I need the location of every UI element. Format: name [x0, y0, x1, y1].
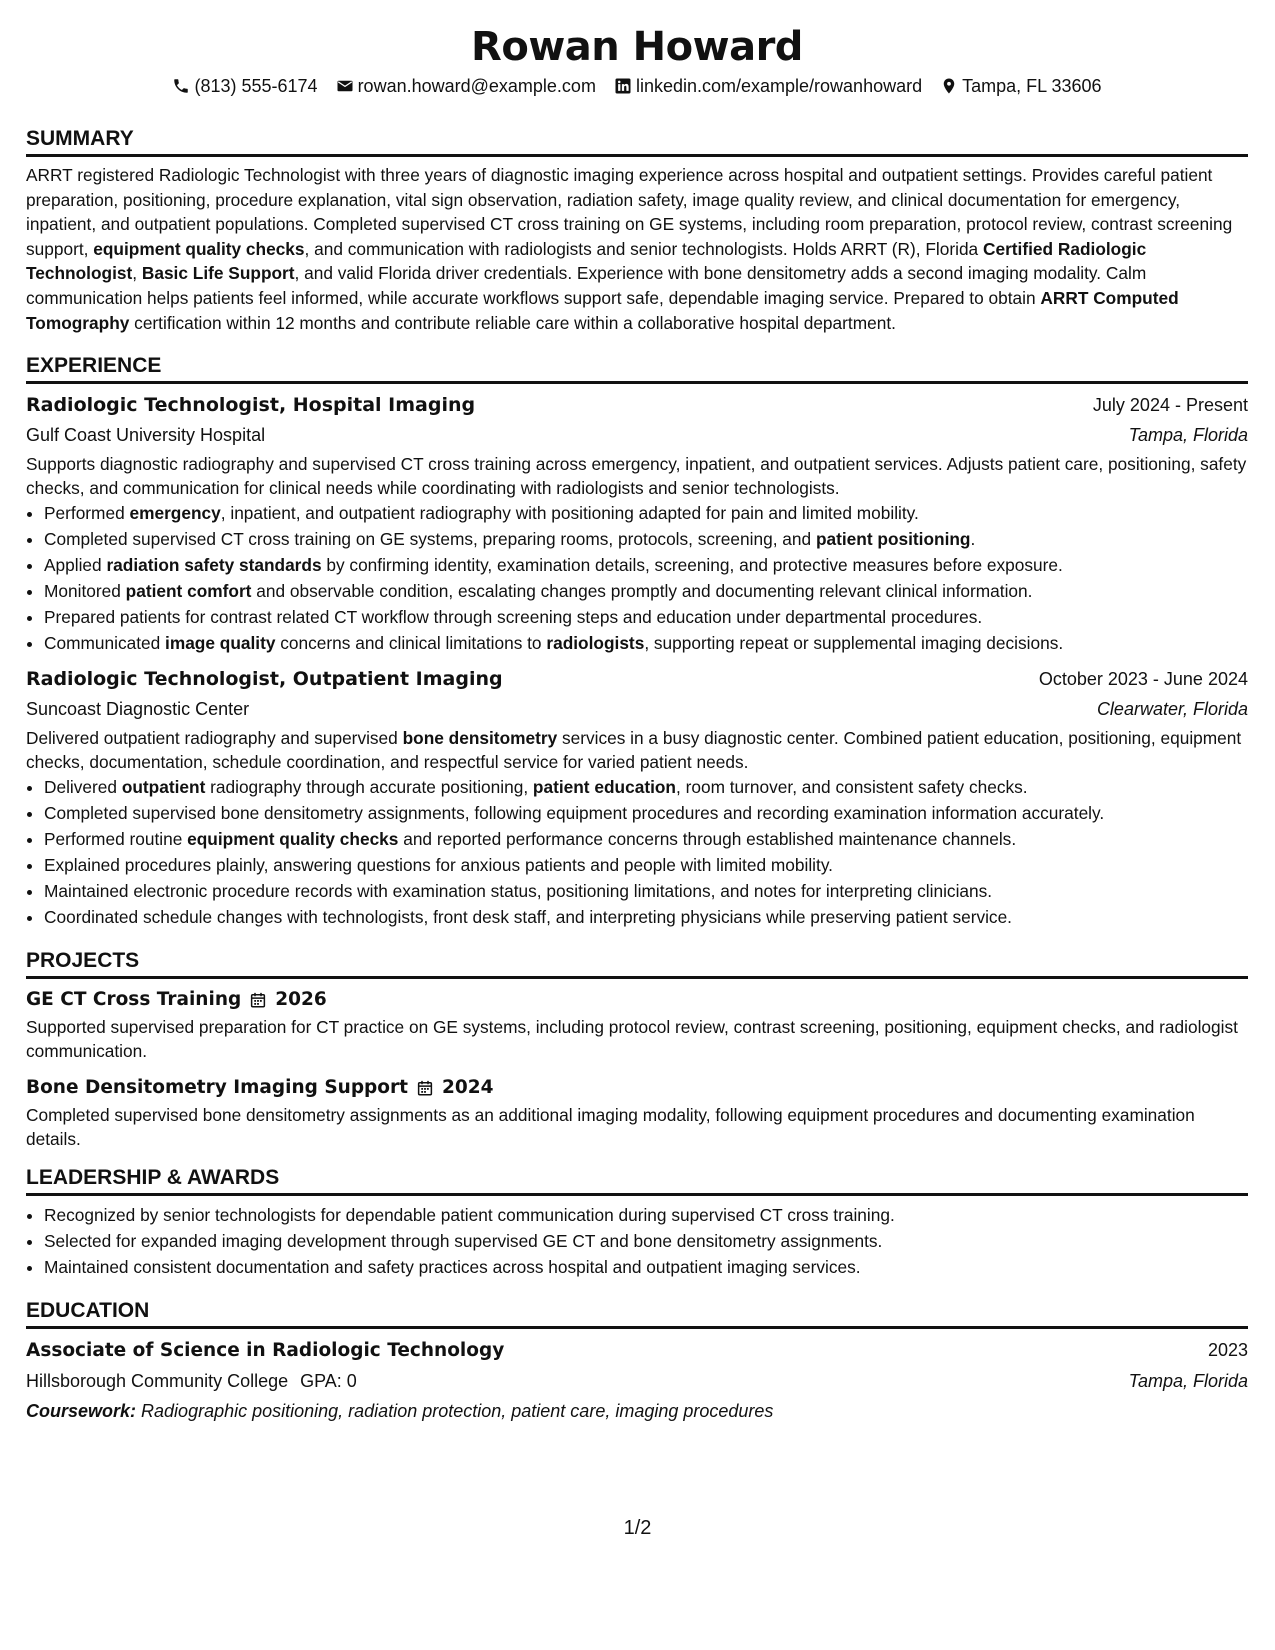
calendar-icon: [416, 1079, 434, 1097]
list-item: • Completed supervised bone densitometry assignments, following equipment procedures and recording examination information accurately.: [44, 800, 1248, 826]
job-title: Radiologic Technologist, Outpatient Imaging: [26, 668, 503, 691]
candidate-name: Rowan Howard: [471, 24, 803, 70]
contact-location: [940, 74, 1101, 98]
job-location: Tampa, Florida: [1128, 425, 1248, 446]
job-description: Delivered outpatient radiography and supervised bone densitometry services in a busy diagnostic center. Combined patient education, positioning, equipment checks, documentation, schedule coordination, and respectful service for varied patient needs.: [26, 728, 1242, 773]
school-name: Hillsborough Community College: [26, 1371, 289, 1392]
map-pin-icon: [940, 77, 958, 95]
project-description: Completed supervised bone densitometry assignments as an additional imaging modality, following equipment procedures and documenting examination details.: [26, 1105, 1195, 1150]
list-item: • Prepared patients for contrast related CT workflow through screening steps and education under departmental procedures.: [44, 604, 1248, 630]
list-item: • Selected for expanded imaging development through supervised GE CT and bone densitometry assignments.: [44, 1228, 1248, 1254]
job-bullets: [26, 774, 1248, 930]
section-title-leadership: LEADERSHIP & AWARDS: [26, 1165, 1248, 1196]
leadership-section: [26, 1165, 1248, 1280]
job-company: Suncoast Diagnostic Center: [26, 699, 250, 720]
project-year: 2026: [275, 989, 327, 1011]
email-text: rowan.howard@example.com: [357, 76, 596, 96]
education-location: Tampa, Florida: [1128, 1371, 1248, 1392]
school-info: [26, 1366, 357, 1396]
education-year: 2023: [1207, 1340, 1248, 1361]
job-entry: [26, 390, 1248, 656]
job-entry: [26, 664, 1248, 930]
leadership-list: [26, 1202, 1248, 1280]
job-dates: October 2023 - June 2024: [1038, 669, 1248, 690]
coursework: [26, 1396, 1248, 1426]
project-entry: [26, 985, 1248, 1063]
job-description: Supports diagnostic radiography and supervised CT cross training across emergency, inpatient, and outpatient services. Adjusts patient care, positioning, safety checks, and communication for clinical needs while coordinating with radiologists and senior technologists.: [26, 454, 1247, 499]
resume-page: [26, 0, 1248, 1650]
project-year: 2024: [441, 1077, 494, 1099]
list-item: • Maintained consistent documentation and safety practices across hospital and outpatient imaging services.: [44, 1254, 1248, 1280]
coursework-label: Coursework:: [26, 1401, 137, 1422]
location-text: Tampa, FL 33606: [962, 76, 1102, 96]
list-item: • Applied radiation safety standards by confirming identity, examination details, screening, and protective measures before exposure.: [44, 552, 1248, 578]
experience-section: [26, 353, 1248, 930]
project-description: Supported supervised preparation for CT practice on GE systems, including protocol review, contrast screening, positioning, equipment checks, and radiologist communication.: [26, 1017, 1238, 1062]
coursework-text: Radiographic positioning, radiation protection, patient care, imaging procedures: [136, 1401, 774, 1422]
list-item: • Communicated image quality concerns and clinical limitations to radiologists, supporting repeat or supplemental imaging decisions.: [44, 630, 1248, 656]
projects-section: [26, 948, 1248, 1151]
linkedin-text: linkedin.com/example/rowanhoward: [635, 76, 923, 96]
list-item: • Delivered outpatient radiography through accurate positioning, patient education, room turnover, and consistent safety checks.: [44, 774, 1248, 800]
list-item: • Completed supervised CT cross training on GE systems, preparing rooms, protocols, screening, and patient positioning.: [44, 526, 1248, 552]
project-name: Bone Densitometry Imaging Support: [26, 1077, 408, 1099]
section-title-education: EDUCATION: [26, 1298, 1248, 1329]
project-name: GE CT Cross Training: [26, 989, 242, 1011]
list-item: • Maintained electronic procedure records with examination status, positioning limitations, and notes for interpreting clinicians.: [44, 878, 1248, 904]
section-title-summary: SUMMARY: [26, 126, 1248, 157]
job-location: Clearwater, Florida: [1096, 699, 1248, 720]
degree-title: Associate of Science in Radiologic Technology: [26, 1340, 505, 1362]
list-item: • Recognized by senior technologists for dependable patient communication during supervised CT cross training.: [44, 1202, 1248, 1228]
job-company: Gulf Coast University Hospital: [26, 425, 266, 446]
phone-icon: [172, 77, 190, 95]
list-item: • Performed routine equipment quality checks and reported performance concerns through established maintenance channels.: [44, 826, 1248, 852]
list-item: • Coordinated schedule changes with technologists, front desk staff, and interpreting physicians while preserving patient service.: [44, 904, 1248, 930]
contact-email[interactable]: [336, 74, 596, 98]
job-title: Radiologic Technologist, Hospital Imaging: [26, 394, 476, 417]
envelope-icon: [336, 77, 354, 95]
summary-text: ARRT registered Radiologic Technologist with three years of diagnostic imaging experience across hospital and outpatient settings. Provides careful patient preparation, positioning, procedure explanation, vital sign observation, radiation safety, image quality review, and clinical documentation for emergency, inpatient, and outpatient populations. Completed supervised CT cross training on GE systems, including room preparation, protocol review, contrast screening support, equipment quality checks, and communication with radiologists and senior technologists. Holds ARRT (R), Florida Certified Radiologic Technologist, Basic Life Support, and valid Florida driver credentials. Experience with bone densitometry adds a second imaging modality. Calm communication helps patients feel informed, while accurate workflows support safe, dependable imaging service. Prepared to obtain ARRT Computed Tomography certification within 12 months and contribute reliable care within a collaborative hospital department.: [26, 165, 1233, 333]
job-dates: July 2024 - Present: [1092, 395, 1248, 416]
summary-section: [26, 126, 1248, 335]
list-item: • Performed emergency, inpatient, and outpatient radiography with positioning adapted for pain and limited mobility.: [44, 500, 1248, 526]
calendar-icon: [249, 991, 267, 1009]
list-item: • Explained procedures plainly, answering questions for anxious patients and people with limited mobility.: [44, 852, 1248, 878]
project-entry: [26, 1073, 1248, 1151]
linkedin-icon: [614, 77, 632, 95]
list-item: • Monitored patient comfort and observable condition, escalating changes promptly and documenting relevant clinical information.: [44, 578, 1248, 604]
section-title-projects: PROJECTS: [26, 948, 1248, 979]
section-title-experience: EXPERIENCE: [26, 353, 1248, 384]
contact-phone[interactable]: [172, 74, 317, 98]
contact-linkedin[interactable]: [614, 74, 922, 98]
phone-text: (813) 555-6174: [194, 76, 318, 96]
job-bullets: [26, 500, 1248, 656]
gpa: GPA: 0: [300, 1371, 357, 1392]
education-section: [26, 1298, 1248, 1426]
page-number: 1/2: [623, 1517, 652, 1539]
contact-bar: [26, 74, 1248, 98]
